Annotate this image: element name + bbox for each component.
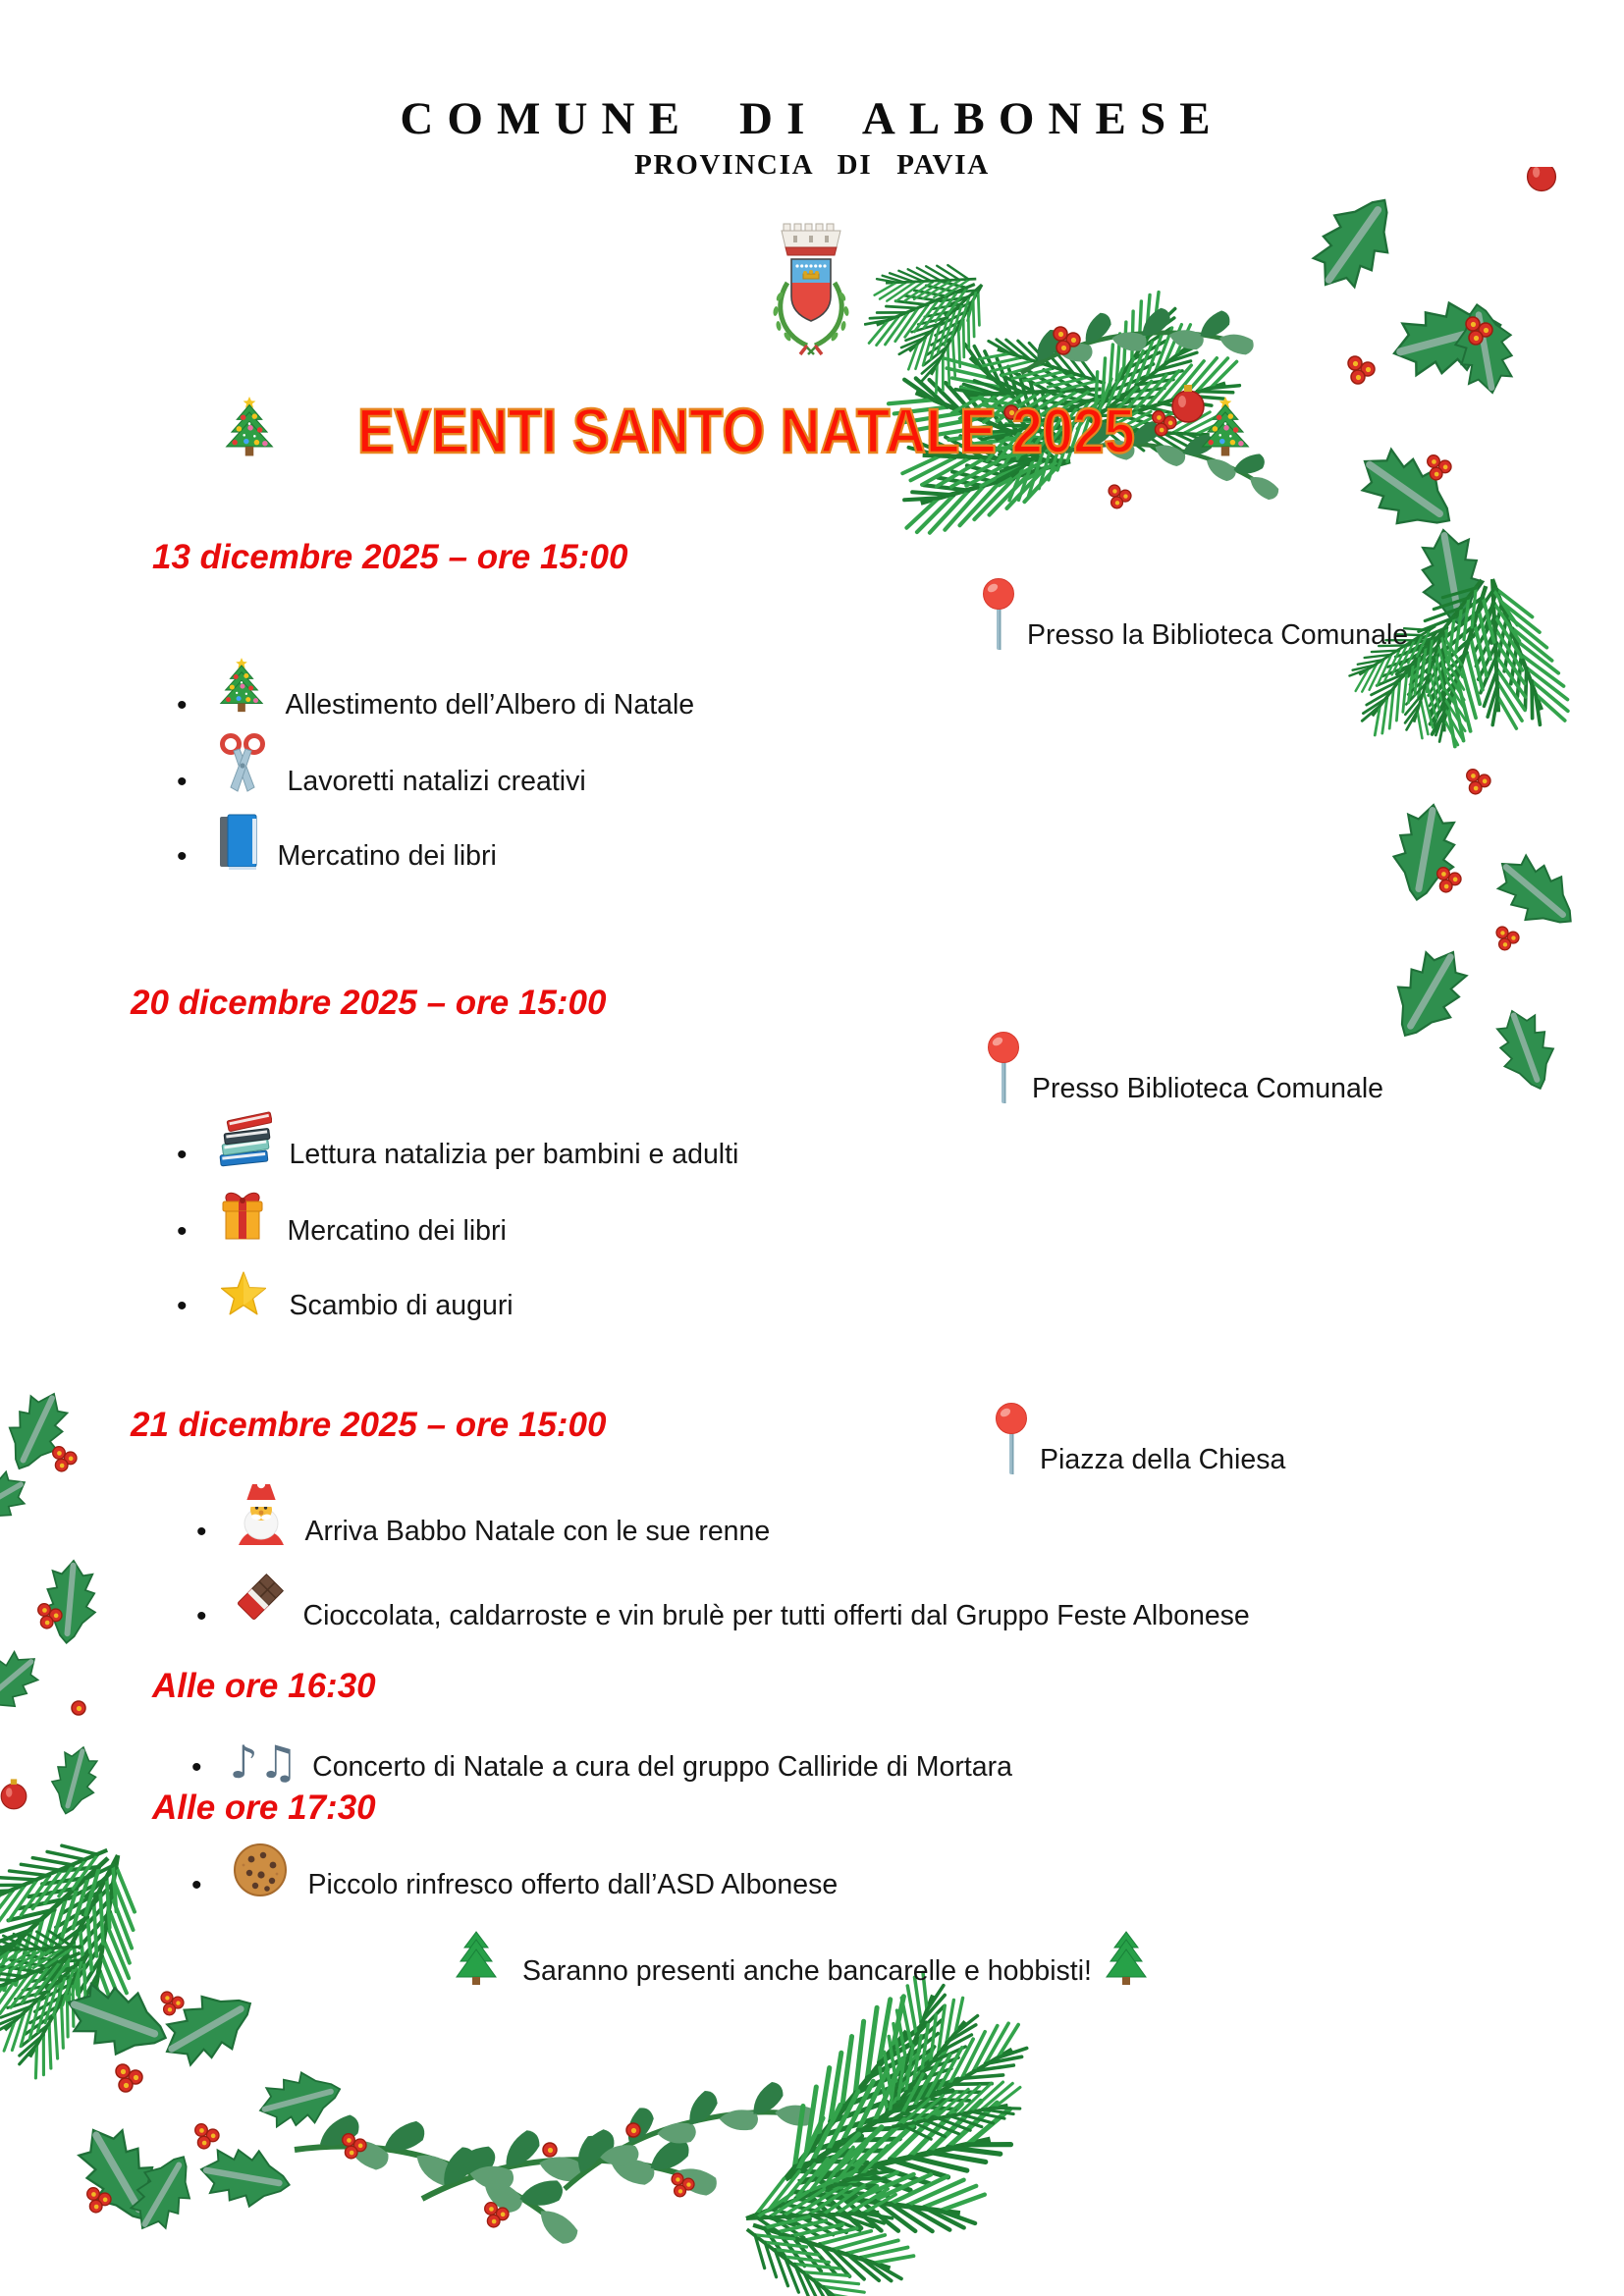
event-item [191, 1828, 838, 1900]
bullet-dot: • [177, 1289, 188, 1322]
christmas-tree-icon [1196, 397, 1255, 465]
municipality-title: COMUNE DI ALBONESE [400, 93, 1224, 144]
bullet-dot: • [177, 1214, 188, 1248]
section-date-heading: 20 dicembre 2025 – ore 15:00 [131, 984, 607, 1022]
location-label: Presso la Biblioteca Comunale [1027, 619, 1409, 652]
bullet-dot: • [177, 688, 188, 721]
round-pushpin-icon [980, 577, 1017, 652]
event-item-text: Lettura natalizia per bambini e adulti [289, 1139, 739, 1171]
event-item [177, 1097, 738, 1170]
page-title-row [285, 391, 1208, 471]
event-item [177, 799, 497, 872]
christmas-tree-icon [215, 658, 268, 721]
event-item-text: Allestimento dell’Albero di Natale [285, 689, 695, 721]
event-item-text: Lavoretti natalizi creativi [287, 766, 586, 798]
event-item [196, 1559, 1250, 1631]
event-item [196, 1474, 770, 1547]
round-pushpin-icon [985, 1031, 1022, 1105]
event-item [177, 724, 586, 797]
section-date-heading: 13 dicembre 2025 – ore 15:00 [152, 538, 628, 576]
footer-note: Saranno presenti anche bancarelle e hobbisti! [522, 1955, 1092, 1988]
event-item-text: Piccolo rinfresco offerto dall’ASD Albonese [307, 1869, 839, 1901]
bullet-dot: • [177, 1138, 188, 1171]
section-date-heading: 21 dicembre 2025 – ore 15:00 [131, 1406, 607, 1444]
location-row [993, 1402, 1285, 1476]
location-row [980, 577, 1408, 652]
scissors-icon [215, 732, 270, 797]
event-item-text: Scambio di auguri [289, 1290, 514, 1322]
bullet-dot: • [196, 1515, 207, 1548]
event-item-text: Concerto di Natale a cura del gruppo Calliride di Mortara [312, 1751, 1012, 1784]
page-title: EVENTI SANTO NATALE 2025 [357, 396, 1135, 466]
cookie-icon [230, 1840, 291, 1900]
event-item [177, 1249, 514, 1321]
municipal-coat-of-arms [764, 218, 858, 361]
footer-note-row [403, 1928, 1218, 1987]
bullet-dot: • [177, 839, 188, 873]
location-label: Presso Biblioteca Comunale [1032, 1073, 1384, 1105]
gift-icon [215, 1186, 270, 1247]
books-stack-icon [215, 1107, 272, 1170]
music-notes-icon: ♪♫ [229, 1735, 299, 1789]
bullet-dot: • [196, 1599, 207, 1632]
chocolate-icon [235, 1563, 286, 1631]
bullet-dot: • [177, 765, 188, 798]
time-heading: Alle ore 17:30 [152, 1789, 376, 1827]
event-item-text: Mercatino dei libri [287, 1215, 507, 1248]
bullet-dot: • [191, 1868, 202, 1901]
time-heading: Alle ore 16:30 [152, 1667, 376, 1705]
christmas-tree-icon [220, 397, 279, 465]
event-item [177, 648, 694, 721]
event-item-text: Cioccolata, caldarroste e vin brulè per tutti offerti dal Gruppo Feste Albonese [302, 1600, 1250, 1632]
star-icon [215, 1264, 272, 1321]
blue-book-icon [215, 811, 260, 872]
santa-icon [235, 1480, 288, 1547]
round-pushpin-icon [993, 1402, 1030, 1476]
event-item-text: Arriva Babbo Natale con le sue renne [304, 1516, 771, 1548]
location-row [985, 1031, 1383, 1105]
event-item [191, 1710, 1012, 1789]
province-subtitle: PROVINCIA DI PAVIA [634, 149, 990, 181]
evergreen-tree-icon [452, 1928, 501, 1987]
location-label: Piazza della Chiesa [1040, 1444, 1286, 1476]
event-item [177, 1174, 507, 1247]
evergreen-tree-icon [1102, 1928, 1151, 1987]
event-item-text: Mercatino dei libri [277, 840, 497, 873]
bullet-dot: • [191, 1750, 202, 1784]
